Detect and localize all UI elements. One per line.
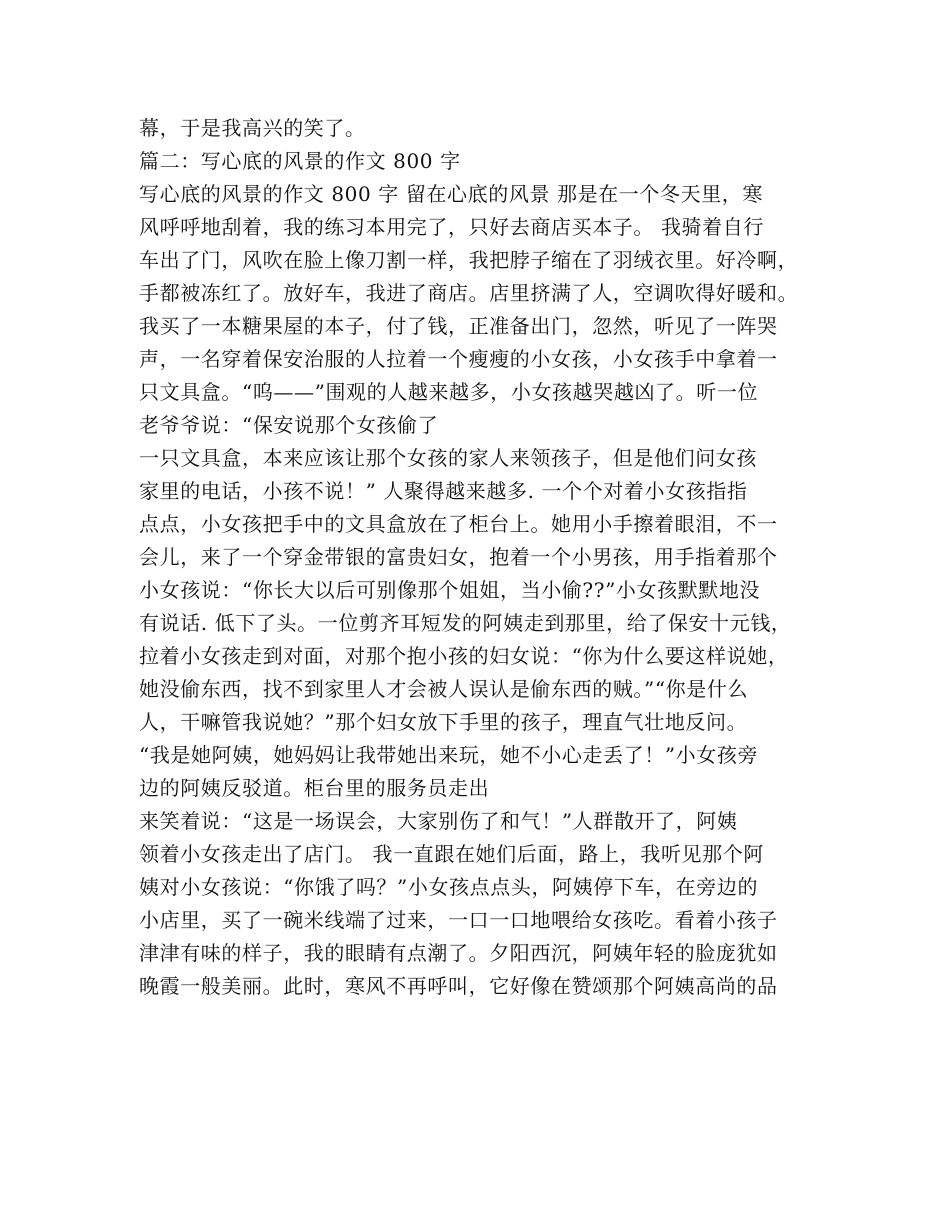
text-line: 晚霞一般美丽。此时，寒风不再呼叫，它好像在赞颂那个阿姨高尚的品 bbox=[139, 974, 778, 998]
text-line: 点点，小女孩把手中的文具盒放在了柜台上。她用小手擦着眼泪，不一 bbox=[139, 512, 778, 536]
text-line: 风呼呼地刮着，我的练习本用完了，只好去商店买本子。 我骑着自行 bbox=[139, 215, 764, 239]
text-line: 人，干嘛管我说她？”那个妇女放下手里的孩子，理直气壮地反问。 bbox=[139, 710, 748, 734]
text-line: 手都被冻红了。放好车，我进了商店。店里挤满了人，空调吹得好暖和。 bbox=[139, 281, 799, 305]
text-line: 老爷爷说：“保安说那个女孩偷了 bbox=[139, 413, 439, 437]
text-line: 车出了门，风吹在脸上像刀割一样，我把脖子缩在了羽绒衣里。好冷啊， bbox=[139, 248, 799, 272]
text-line: 写心底的风景的作文 800 字 留在心底的风景 那是在一个冬天里，寒 bbox=[139, 182, 764, 206]
text-line: 津津有味的样子，我的眼睛有点潮了。夕阳西沉，阿姨年轻的脸庞犹如 bbox=[139, 941, 778, 965]
text-line: “我是她阿姨，她妈妈让我带她出来玩，她不小心走丢了！”小女孩旁 bbox=[139, 743, 759, 767]
text-line: 有说话. 低下了头。一位剪齐耳短发的阿姨走到那里，给了保安十元钱， bbox=[139, 611, 792, 635]
text-line: 声，一名穿着保安治服的人拉着一个瘦瘦的小女孩，小女孩手中拿着一 bbox=[139, 347, 778, 371]
text-line: 会儿，来了一个穿金带银的富贵妇女，抱着一个小男孩，用手指着那个 bbox=[139, 545, 778, 569]
text-line: 来笑着说：“这是一场误会，大家别伤了和气！”人群散开了，阿姨 bbox=[139, 809, 738, 833]
text-line: 只文具盒。“呜——”围观的人越来越多，小女孩越哭越凶了。听一位 bbox=[139, 380, 759, 404]
essay-body bbox=[139, 112, 829, 1003]
text-line: 幕，于是我高兴的笑了。 bbox=[139, 116, 366, 140]
section-heading: 篇二：写心底的风景的作文 800 字 bbox=[139, 149, 461, 173]
text-line: 边的阿姨反驳道。柜台里的服务员走出 bbox=[139, 776, 490, 800]
text-line: 拉着小女孩走到对面，对那个抱小孩的妇女说：“你为什么要这样说她， bbox=[139, 644, 789, 668]
text-line: 我买了一本糖果屋的本子，付了钱，正准备出门，忽然，听见了一阵哭 bbox=[139, 314, 778, 338]
text-line: 小女孩说：“你长大以后可别像那个姐姐，当小偷??”小女孩默默地没 bbox=[139, 578, 761, 602]
text-line: 她没偷东西，找不到家里人才会被人误认是偷东西的贼。”“你是什么 bbox=[139, 677, 749, 701]
text-line: 姨对小女孩说：“你饿了吗？”小女孩点点头，阿姨停下车，在旁边的 bbox=[139, 875, 759, 899]
text-line: 家里的电话，小孩不说！” 人聚得越来越多. 一个个对着小女孩指指 bbox=[139, 479, 748, 503]
text-line: 一只文具盒，本来应该让那个女孩的家人来领孩子，但是他们问女孩 bbox=[139, 446, 757, 470]
text-line: 领着小女孩走出了店门。 我一直跟在她们后面，路上，我听见那个阿 bbox=[139, 842, 764, 866]
text-line: 小店里，买了一碗米线端了过来，一口一口地喂给女孩吃。看着小孩子 bbox=[139, 908, 778, 932]
